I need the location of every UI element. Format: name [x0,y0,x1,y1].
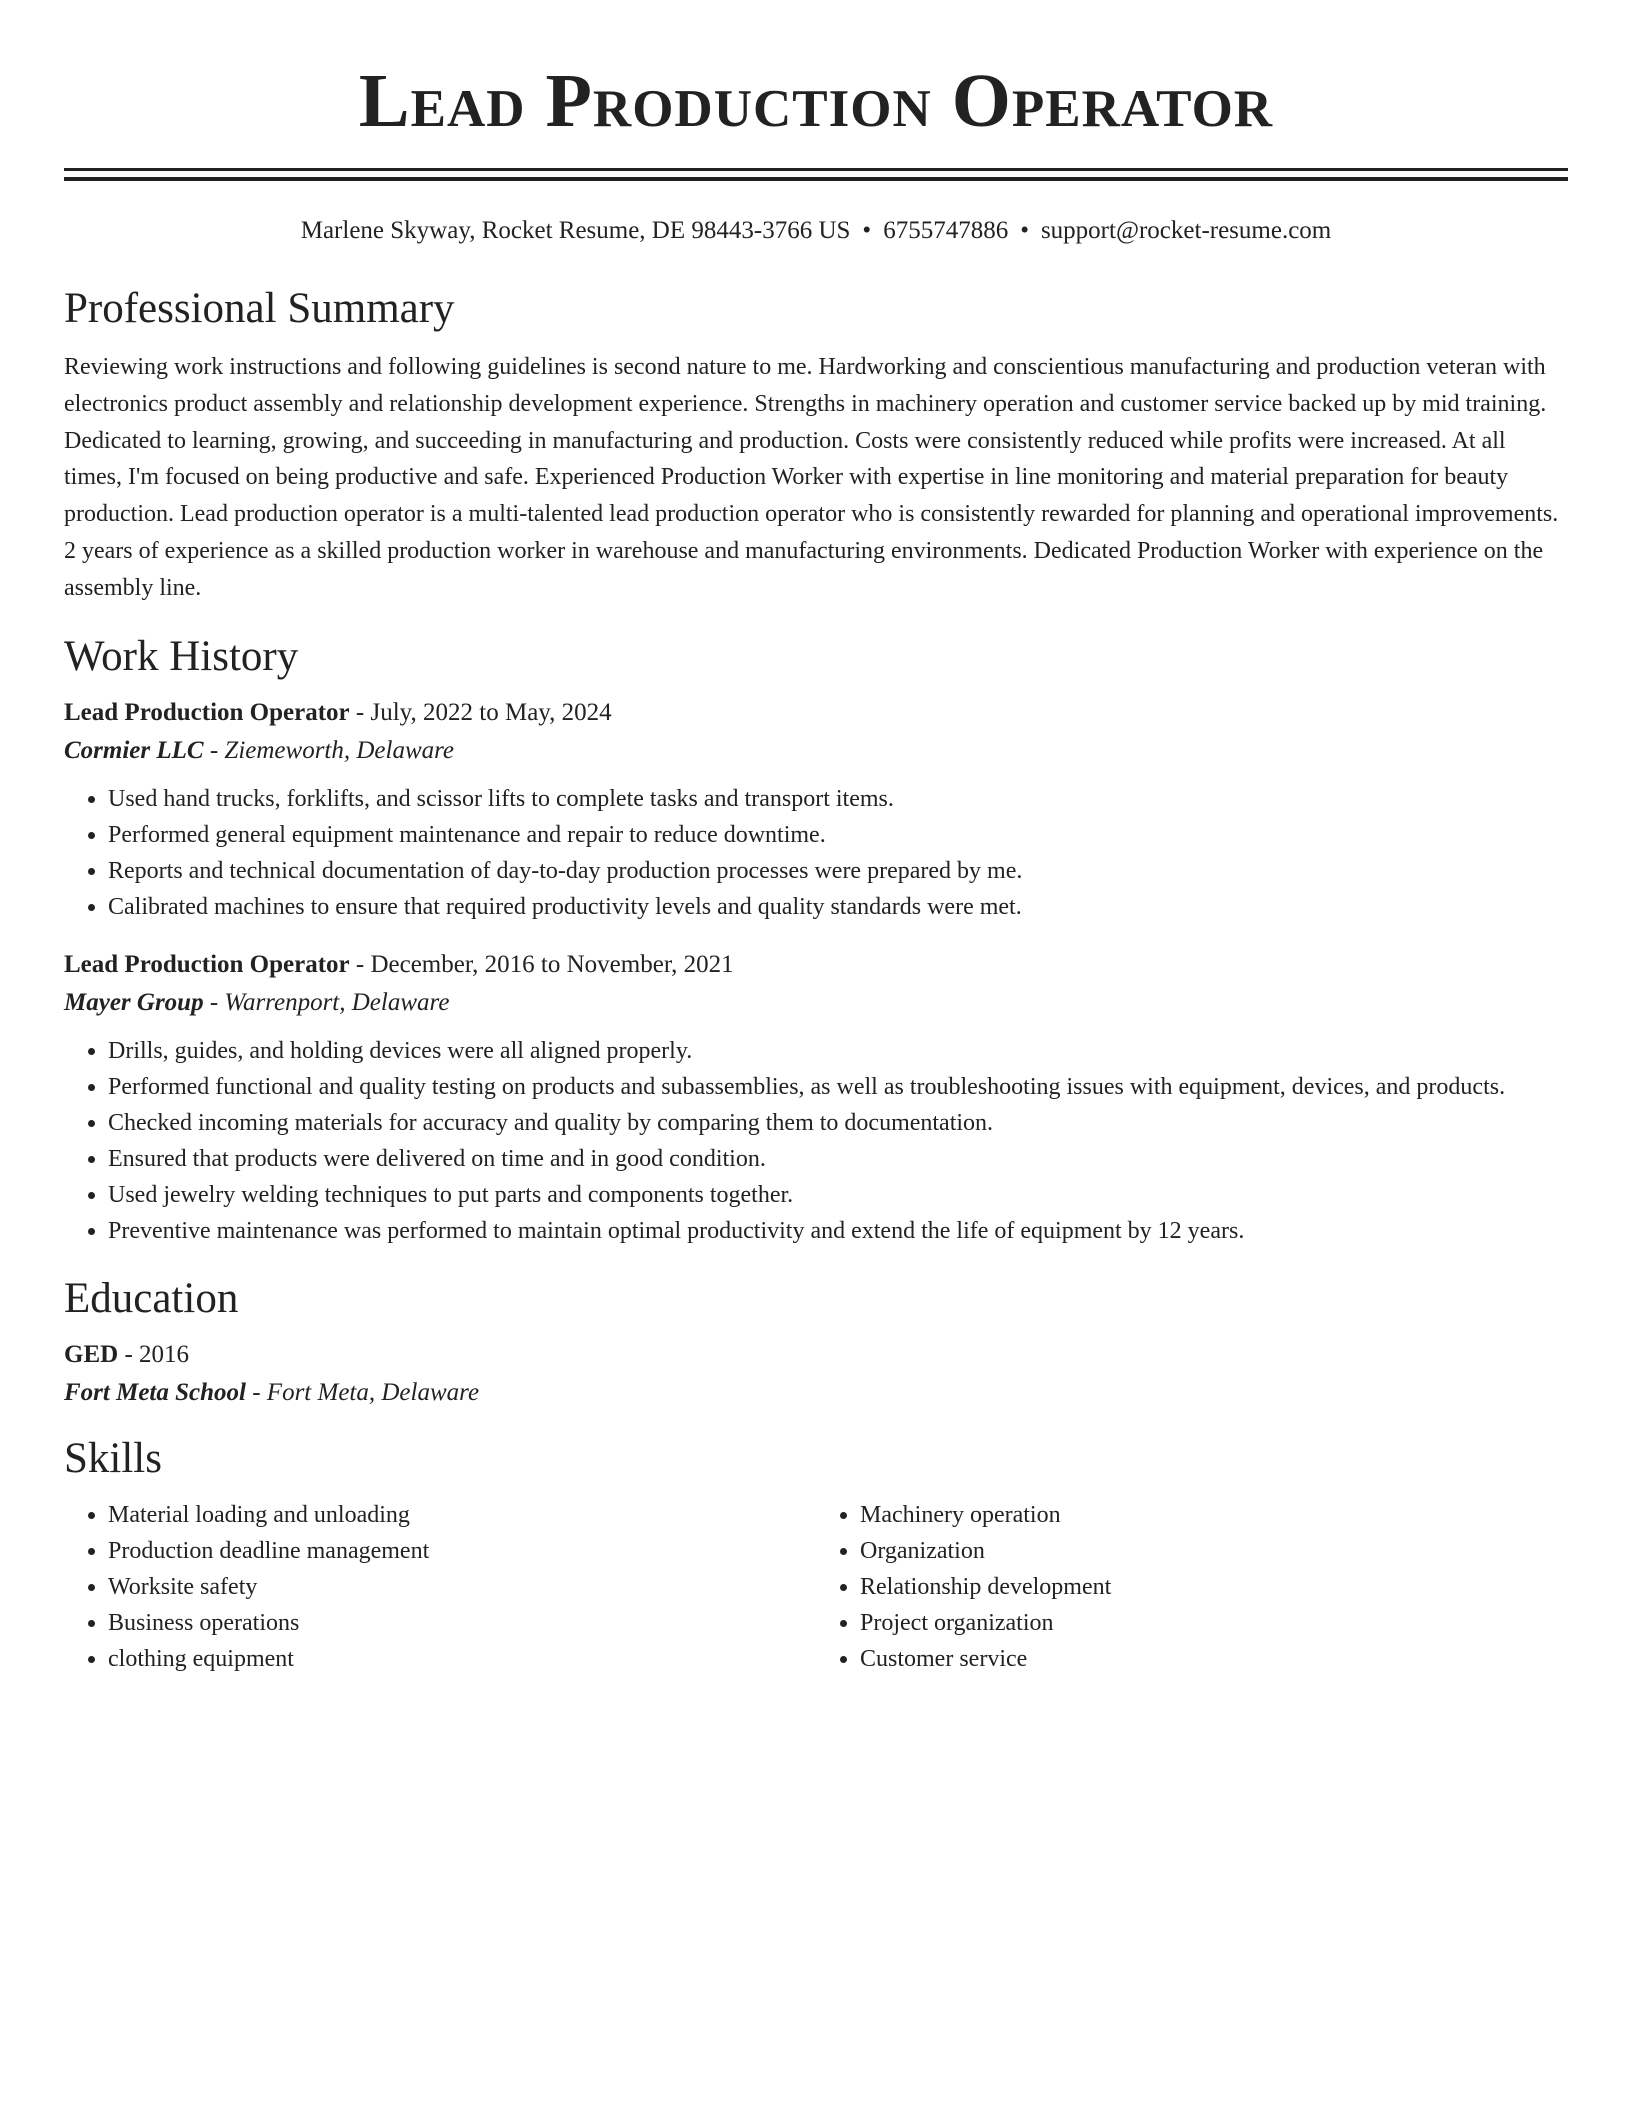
job-bullet: • Calibrated machines to ensure that required productivity levels and quality standards were met. [108,889,1568,925]
job-title-line [64,695,1568,731]
skill-item: • Machinery operation [860,1497,1568,1533]
header-rule-bottom [64,177,1568,181]
job-entry [64,695,1568,925]
skill-item: • Material loading and unloading [108,1497,816,1533]
contact-phone: 6755747886 [883,217,1009,244]
job-bullet: • Performed functional and quality testing on products and subassemblies, as well as troubleshooting issues with equipment, devices, and products. [108,1069,1568,1105]
job-bullet: • Used hand trucks, forklifts, and scissor lifts to complete tasks and transport items. [108,781,1568,817]
resume-page [64,0,1568,1677]
job-company: Mayer Group [64,988,204,1016]
job-bullet: • Performed general equipment maintenance and repair to reduce downtime. [108,817,1568,853]
job-location: - Warrenport, Delaware [203,988,450,1016]
skills-grid [64,1497,1568,1677]
education-location: - Fort Meta, Delaware [245,1378,480,1406]
skills-column-left [64,1497,816,1677]
section-heading-skills: Skills [64,1434,162,1482]
job-bullet: • Reports and technical documentation of day-to-day production processes were prepared by me. [108,853,1568,889]
contact-separator: • [862,217,872,244]
job-company-line [64,733,1568,769]
job-title: Lead Production Operator [64,950,350,978]
section-heading-education: Education [64,1274,239,1322]
skills-column-right [816,1497,1568,1677]
summary-text: Reviewing work instructions and following guidelines is second nature to me. Hardworking and conscientious manufacturing and production veteran with electronics product assembly and relationship development experience. Strengths in machinery operation and customer service backed up by mid training. Dedicated to learning, growing, and succeeding in manufacturing and production. Costs were consistently reduced while profits were increased. At all times, I'm focused on being productive and safe. Experienced Production Worker with expertise in line monitoring and material preparation for beauty production. Lead production operator is a multi-talented lead production operator who is consistently rewarded for planning and operational improvements. 2 years of experience as a skilled production worker in warehouse and manufacturing environments. Dedicated Production Worker with experience on the assembly line. [64,354,1559,601]
job-company: Cormier LLC [64,736,204,764]
skill-item: • Project organization [860,1605,1568,1641]
education-year: - 2016 [118,1340,190,1368]
resume-name-title: Lead Production Operator [358,59,1274,143]
job-bullet: • Ensured that products were delivered on time and in good condition. [108,1141,1568,1177]
job-dates: - December, 2016 to November, 2021 [349,950,734,978]
skill-item: • Relationship development [860,1569,1568,1605]
section-heading-work-history: Work History [64,632,299,680]
job-entry [64,947,1568,1249]
job-title-line [64,947,1568,983]
contact-separator: • [1020,217,1029,244]
job-dates: - July, 2022 to May, 2024 [349,698,612,726]
contact-line [64,215,1568,247]
header-rule-top [64,168,1568,171]
contact-email: support@rocket-resume.com [1040,217,1332,244]
education-degree-line [64,1337,1568,1373]
skill-item: • Worksite safety [108,1569,816,1605]
skill-item: • Business operations [108,1605,816,1641]
contact-address: Marlene Skyway, Rocket Resume, DE 98443-3766 US [300,217,851,244]
education-degree: GED [64,1340,119,1368]
job-bullets [64,781,1568,925]
job-bullet: • Used jewelry welding techniques to put parts and components together. [108,1177,1568,1213]
section-heading-summary: Professional Summary [64,285,455,332]
job-title: Lead Production Operator [64,698,350,726]
job-bullet: • Checked incoming materials for accuracy and quality by comparing them to documentation. [108,1105,1568,1141]
skill-item: • Customer service [860,1641,1568,1677]
job-company-line [64,985,1568,1021]
job-location: - Ziemeworth, Delaware [203,736,455,764]
skill-item: • Organization [860,1533,1568,1569]
job-bullet: • Drills, guides, and holding devices were all aligned properly. [108,1033,1568,1069]
skill-item: • Production deadline management [108,1533,816,1569]
job-bullets [64,1033,1568,1249]
job-bullet: • Preventive maintenance was performed to maintain optimal productivity and extend the life of equipment by 12 years. [108,1213,1568,1249]
education-school-line [64,1375,1568,1411]
education-school: Fort Meta School [64,1378,246,1406]
skill-item: • clothing equipment [108,1641,816,1677]
